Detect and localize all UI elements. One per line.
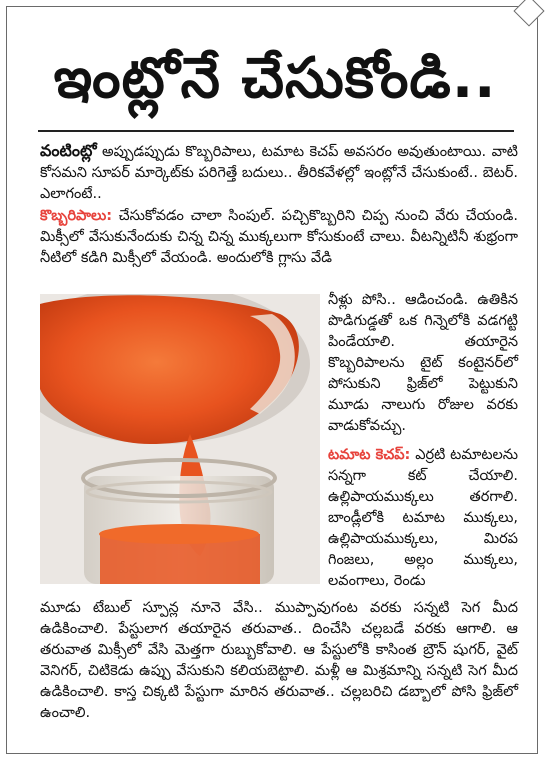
coconut-paragraph — [40, 206, 518, 269]
headline: ఇంట్లోనే చేసుకోండి.. — [53, 46, 497, 111]
intro-paragraph — [40, 140, 518, 205]
coconut-text: చేసుకోవడం చాలా సింపుల్. పచ్చికొబ్బరిని చిప్ప నుంచి వేరు చేయండి. మిక్సీలో వేసుకునేందుకు చిన్న చిన్న ముక్కలుగా కోసుకుంటే చాలు. వీటన్నిటినీ శుభ్రంగా నీటిలో కడిగి మిక్సీలో వేయండి. అందులోకి గ్లాసు వేడి — [40, 208, 518, 266]
ketchup-jar-illustration — [40, 294, 320, 584]
intro-lead: వంటింట్లో — [40, 141, 97, 160]
coconut-continued: నీళ్లు పోసి.. ఆడించండి. ఉతికిన పొడిగుడ్డతో ఒక గిన్నెలోకి వడగట్టి పిండేయాలి. తయారైన కొబ్బరిపాలను టైట్ కంటైనర్‌లో పోసుకుని ఫ్రిజ్‌లో పెట్టుకుని మూడు నాలుగు రోజుల వరకు వాడుకోవచ్చు. — [328, 292, 518, 434]
ketchup-photo — [40, 294, 320, 584]
intro-text: అప్పుడప్పుడు కొబ్బరిపాలు, టమాట కెచప్ అవసరం అవుతుంటాయి. వాటి కోసమని సూపర్ మార్కెట్‌కు పరిగెత్తే బదులు.. తీరికవేళల్లో ఇంట్లోనే చేసుకుంటే.. బెటర్. ఎలాగంటే.. — [40, 144, 518, 202]
headline-rule — [38, 130, 514, 132]
side-column — [328, 290, 518, 592]
coconut-label: కొబ్బరిపాలు: — [40, 208, 113, 224]
ketchup-bottom-paragraph: మూడు టేబుల్ స్పూన్ల నూనె వేసి.. ముప్పావుగంట వరకు సన్నటి సెగ మీద ఉడికించాలి. పేస్టులాగ తయారైన తరువాత.. దించేసి చల్లబడే వరకు ఆగాలి. ఆ తరువాత మిక్సీలో వేసి మెత్తగా రుబ్బుకోవాలి. ఆ పేస్టులోకి కాసింత బ్రౌన్ షుగర్, వైట్ వెనిగర్, చిటికెడు ఉప్పు వేసుకుని కలియబెట్టాలి. మళ్లీ ఆ మిశ్రమాన్ని సన్నటి సెగ మీద ఉడికించాలి. కాస్త చిక్కటి పేస్టుగా మారిన తరువాత.. చల్లబరిచి డబ్బాలో పోసి ఫ్రిజ్‌లో ఉంచాలి. — [40, 600, 518, 721]
ketchup-side-paragraph — [328, 445, 518, 592]
ketchup-side-text: ఎర్రటి టమాటలను సన్నగా కట్ చేయాలి. ఉల్లిపాయముక్కలు తరగాలి. బాండ్లీలోకి టమాట ముక్కలు, ఉల్లిపాయముక్కలు, మిరప గింజలు, అల్లం ముక్కలు, లవంగాలు, రెండు — [328, 447, 518, 589]
ketchup-label: టమాట కెచప్: — [328, 447, 411, 463]
